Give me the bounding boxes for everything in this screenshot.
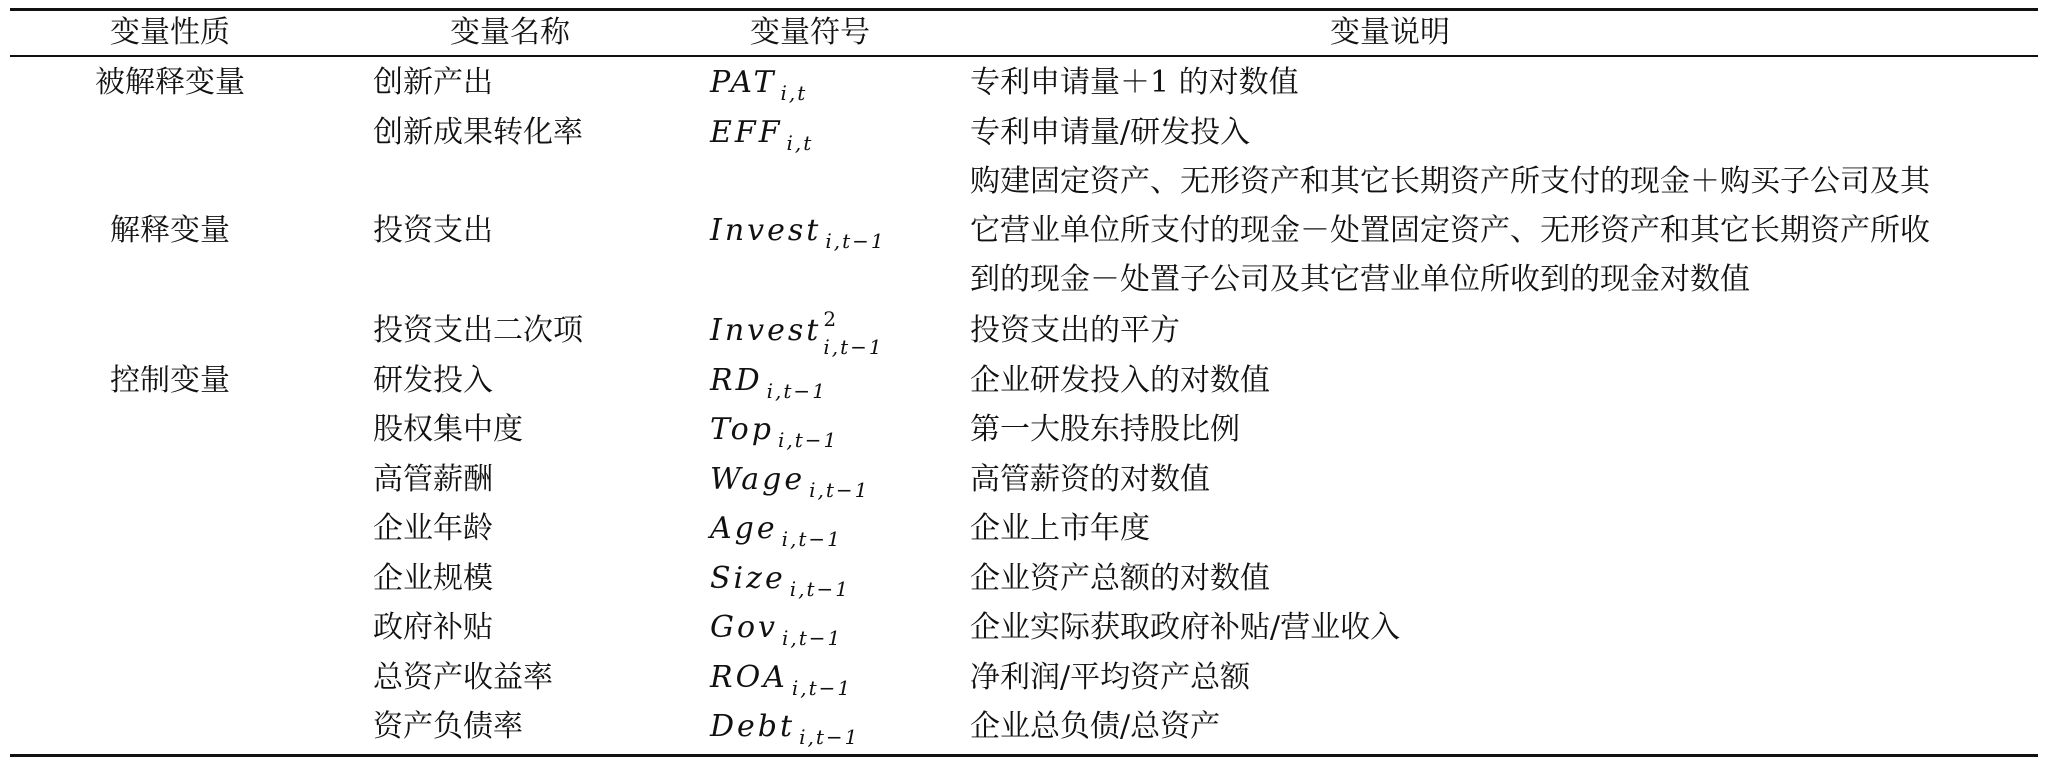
- row-description: 高管薪资的对数值: [970, 462, 1210, 497]
- row-symbol: EFF $_{i,t}$: [710, 115, 814, 155]
- row-description: 企业研发投入的对数值: [970, 363, 1270, 398]
- table-bottom-rule: [10, 754, 2038, 757]
- row-symbol: Debt $_{i,t-1}$: [710, 709, 860, 749]
- row-description-line-2: 它营业单位所支付的现金－处置固定资产、无形资产和其它长期资产所收: [970, 213, 1930, 248]
- row-symbol: Age $_{i,t-1}$: [710, 511, 842, 551]
- row-symbol: PAT $_{i,t}$: [710, 65, 808, 105]
- row-symbol: Invest 2 i,t−1: [710, 307, 884, 359]
- row-symbol: Top $_{i,t-1}$: [710, 412, 839, 452]
- row-name: 总资产收益率: [373, 660, 553, 695]
- row-symbol: Size $_{i,t-1}$: [710, 561, 850, 601]
- header-variable-symbol: 变量符号: [750, 15, 870, 50]
- group-explanatory-variable: 解释变量: [110, 213, 230, 248]
- group-control-variable: 控制变量: [110, 363, 230, 398]
- row-name: 创新成果转化率: [373, 115, 583, 150]
- row-name: 股权集中度: [373, 412, 523, 447]
- row-description: 企业上市年度: [970, 511, 1150, 546]
- row-name: 政府补贴: [373, 610, 493, 645]
- row-name: 投资支出二次项: [373, 313, 583, 348]
- row-description-line-1: 购建固定资产、无形资产和其它长期资产所支付的现金＋购买子公司及其: [970, 164, 1930, 199]
- header-variable-description: 变量说明: [1330, 15, 1450, 50]
- row-description-line-3: 到的现金－处置子公司及其它营业单位所收到的现金对数值: [970, 262, 1750, 297]
- row-description: 专利申请量＋1 的对数值: [970, 65, 1299, 100]
- row-name: 投资支出: [373, 213, 493, 248]
- table-header-rule: [10, 55, 2038, 57]
- row-description: 投资支出的平方: [970, 313, 1180, 348]
- row-description: 企业实际获取政府补贴/营业收入: [970, 610, 1401, 645]
- row-name: 研发投入: [373, 363, 493, 398]
- row-name: 资产负债率: [373, 709, 523, 744]
- row-symbol: ROA $_{i,t-1}$: [710, 660, 853, 700]
- row-description: 企业总负债/总资产: [970, 709, 1221, 744]
- group-dependent-variable: 被解释变量: [95, 65, 245, 100]
- row-symbol: RD $_{i,t-1}$: [710, 363, 827, 403]
- variable-definition-table: [10, 8, 2038, 760]
- row-symbol: Gov $_{i,t-1}$: [710, 610, 843, 650]
- row-name: 高管薪酬: [373, 462, 493, 497]
- row-symbol: Wage $_{i,t-1}$: [710, 462, 870, 502]
- table-top-rule: [10, 8, 2038, 11]
- row-name: 企业年龄: [373, 511, 493, 546]
- row-description: 第一大股东持股比例: [970, 412, 1240, 447]
- row-description: 专利申请量/研发投入: [970, 115, 1251, 150]
- row-symbol: Invest $_{i,t-1}$: [710, 213, 886, 253]
- header-variable-name: 变量名称: [450, 15, 570, 50]
- row-description: 企业资产总额的对数值: [970, 561, 1270, 596]
- row-description: 净利润/平均资产总额: [970, 660, 1251, 695]
- row-name: 创新产出: [373, 65, 493, 100]
- row-name: 企业规模: [373, 561, 493, 596]
- header-variable-nature: 变量性质: [110, 15, 230, 50]
